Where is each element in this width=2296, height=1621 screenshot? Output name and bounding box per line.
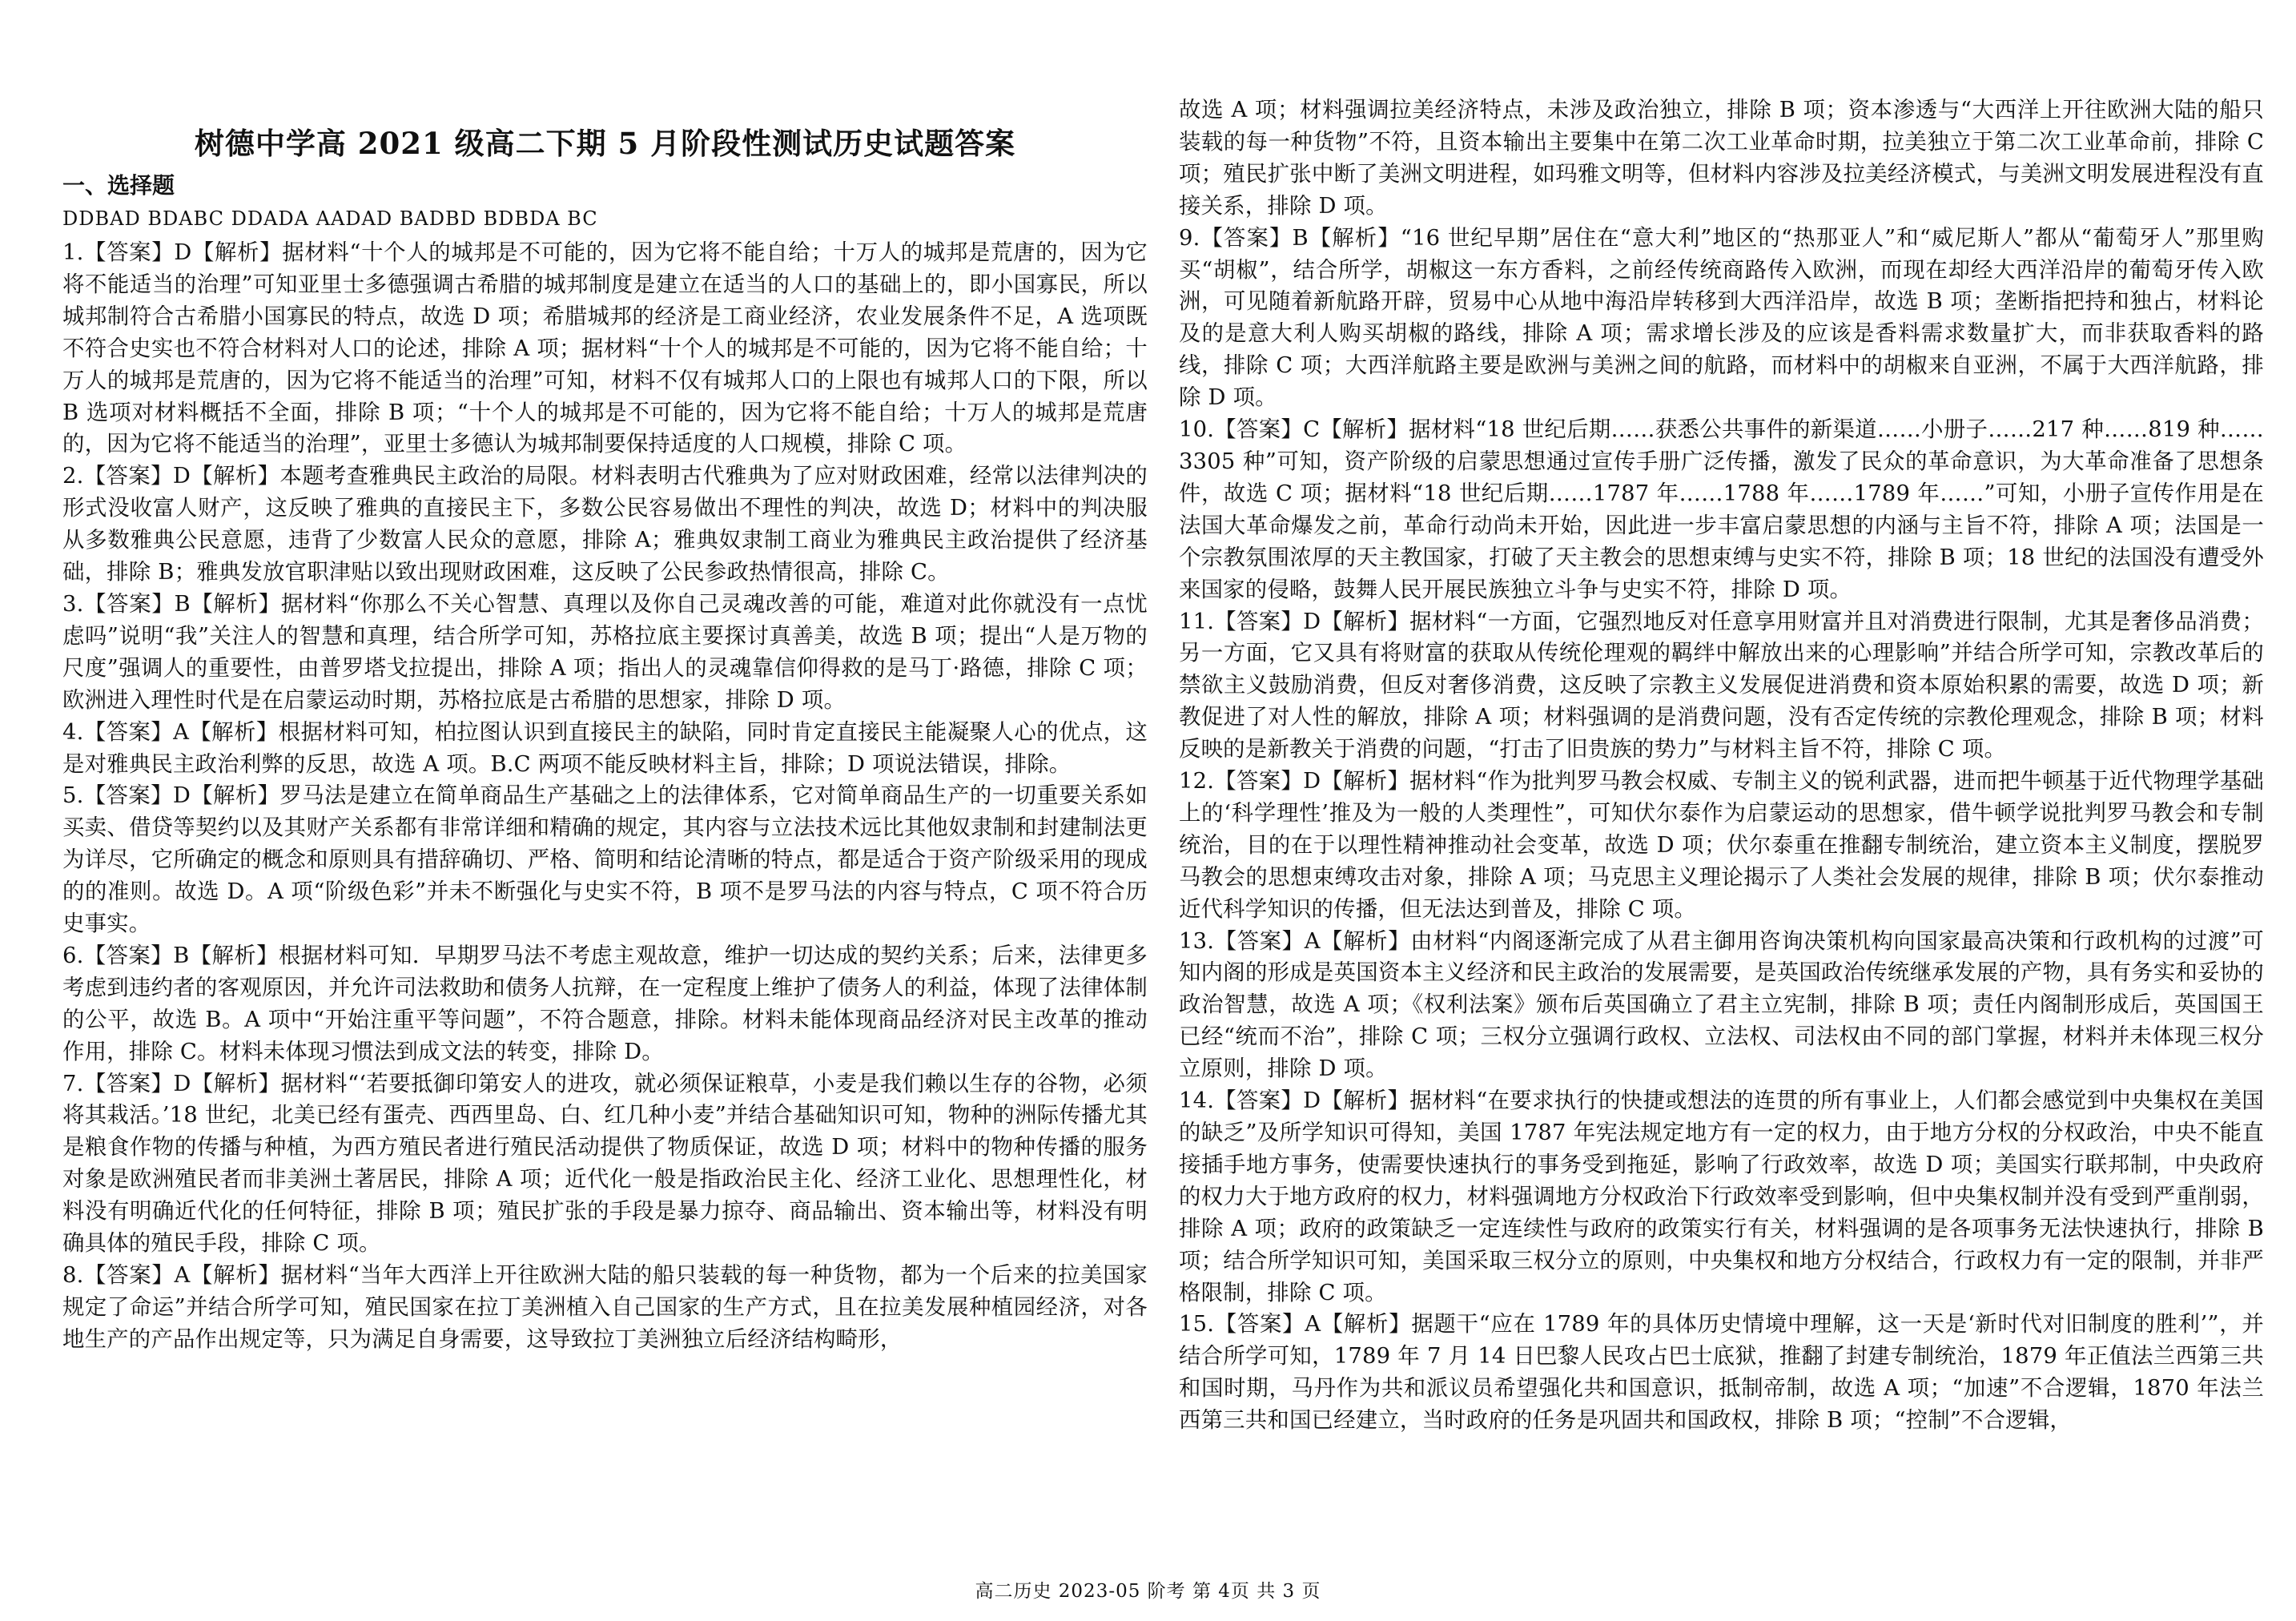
answer-item: 8.【答案】A【解析】据材料“当年大西洋上开往欧洲大陆的船只装载的每一种货物，都为一个后来的拉美国家规定了命运”并结合所学可知，殖民国家在拉丁美洲植入自己国家的生产方式，且在拉美发展种植园经济，对各地生产的产品作出规定等，只为满足自身需要，这导致拉丁美洲独立后经济结构畸形， bbox=[62, 1263, 1148, 1352]
left-column bbox=[62, 120, 1148, 1356]
answer-item: 12.【答案】D【解析】据材料“作为批判罗马教会权威、专制主义的锐利武器，进而把牛顿基于近代物理学基础上的‘科学理性’推及为一般的人类理性”，可知伏尔泰作为启蒙运动的思想家，借牛顿学说批判罗马教会和专制统治，目的在于以理性精神推动社会变革，故选 D 项；伏尔泰重在推翻专制统治，建立资本主义制度，摆脱罗马教会的思想束缚攻击对象，排除 A 项；马克思主义理论揭示了人类社会发展的规律，排除 B 项；伏尔泰推动近代科学知识的传播，但无法达到普及，排除 C 项。 bbox=[1179, 769, 2264, 922]
answer-key-line: DDBAD BDABC DDADA AADAD BADBD BDBDA BC bbox=[62, 207, 598, 230]
page-footer: 高二历史 2023-05 阶考 第 4页 共 3 页 bbox=[975, 1581, 1321, 1602]
answer-item: 3.【答案】B【解析】据材料“你那么不关心智慧、真理以及你自己灵魂改善的可能，难道对此你就没有一点忧虑吗”说明“我”关注人的智慧和真理，结合所学可知，苏格拉底主要探讨真善美，故选 B 项；提出“人是万物的尺度”强调人的重要性，由普罗塔戈拉提出，排除 A 项；指出人的灵魂靠信仰得救的是马丁·路德，排除 C 项；欧洲进入理性时代是在启蒙运动时期，苏格拉底是古希腊的思想家，排除 D 项。 bbox=[62, 591, 1148, 713]
answer-item: 7.【答案】D【解析】据材料“‘若要抵御印第安人的进攻，就必须保证粮草，小麦是我们赖以生存的谷物，必须将其栽活。’18 世纪，北美已经有蛋壳、西西里岛、白、红几种小麦”并结合基础知识可知，物种的洲际传播尤其是粮食作物的传播与种植，为西方殖民者进行殖民活动提供了物质保证，故选 D 项；材料中的物种传播的服务对象是欧洲殖民者而非美洲土著居民，排除 A 项；近代化一般是指政治民主化、经济工业化、思想理性化，材料没有明确近代化的任何特征，排除 B 项；殖民扩张的手段是暴力掠夺、商品输出、资本输出等，材料没有明确具体的殖民手段，排除 C 项。 bbox=[62, 1071, 1148, 1257]
right-column bbox=[1179, 95, 2264, 1437]
answer-item: 2.【答案】D【解析】本题考查雅典民主政治的局限。材料表明古代雅典为了应对财政困难，经常以法律判决的形式没收富人财产，这反映了雅典的直接民主下，多数公民容易做出不理性的判决，故选 D；材料中的判决服从多数雅典公民意愿，违背了少数富人民众的意愿，排除 A；雅典奴隶制工商业为雅典民主政治提供了经济基础，排除 B；雅典发放官职津贴以致出现财政困难，这反映了公民参政热情很高，排除 C。 bbox=[62, 464, 1148, 585]
answer-item: 15.【答案】A【解析】据题干“应在 1789 年的具体历史情境中理解，这一天是‘新时代对旧制度的胜利’”，并结合所学可知，1789 年 7 月 14 日巴黎人民攻占巴士底狱，推翻了封建专制统治，1879 年正值法兰西第三共和国时期，马丹作为共和派议员希望强化共和国意识，抵制帝制，故选 A 项；“加速”不合逻辑，1870 年法兰西第三共和国已经建立，当时政府的任务是巩固共和国政权，排除 B 项；“控制”不合逻辑， bbox=[1179, 1312, 2264, 1434]
page-title: 树德中学高 2021 级高二下期 5 月阶段性测试历史试题答案 bbox=[194, 126, 1016, 161]
answer-item: 10.【答案】C【解析】据材料“18 世纪后期……获悉公共事件的新渠道……小册子……217 种……819 种……3305 种”可知，资产阶级的启蒙思想通过宣传手册广泛传播，激发了民众的革命意识，为大革命准备了思想条件，故选 C 项；据材料“18 世纪后期……1787 年……1788 年……1789 年……”可知，小册子宣传作用是在法国大革命爆发之前，革命行动尚未开始，因此进一步丰富启蒙思想的内涵与主旨不符，排除 A 项；法国是一个宗教氛围浓厚的天主教国家，打破了天主教会的思想束缚与史实不符，排除 B 项；18 世纪的法国没有遭受外来国家的侵略，鼓舞人民开展民族独立斗争与史实不符，排除 D 项。 bbox=[1179, 417, 2264, 602]
answer-item: 13.【答案】A【解析】由材料“内阁逐渐完成了从君主御用咨询决策机构向国家最高决策和行政机构的过渡”可知内阁的形成是英国资本主义经济和民主政治的发展需要，是英国政治传统继承发展的产物，具有务实和妥协的政治智慧，故选 A 项；《权利法案》颁布后英国确立了君主立宪制，排除 B 项；责任内阁制形成后，英国国王已经“统而不治”，排除 C 项；三权分立强调行政权、立法权、司法权由不同的部门掌握，材料并未体现三权分立原则，排除 D 项。 bbox=[1179, 928, 2264, 1082]
answer-item: 5.【答案】D【解析】罗马法是建立在简单商品生产基础之上的法律体系，它对简单商品生产的一切重要关系如买卖、借贷等契约以及其财产关系都有非常详细和精确的规定，其内容与立法技术远比其他奴隶制和封建制法更为详尽，它所确定的概念和原则具有措辞确切、严格、简明和结论清晰的特点，都是适合于资产阶级采用的现成的的准则。故选 D。A 项“阶级色彩”并未不断强化与史实不符，B 项不是罗马法的内容与特点，C 项不符合历史事实。 bbox=[62, 783, 1148, 937]
answer-item: 14.【答案】D【解析】据材料“在要求执行的快捷或想法的连贯的所有事业上，人们都会感觉到中央集权在美国的缺乏”及所学知识可得知，美国 1787 年宪法规定地方有一定的权力，由于地方分权的分权政治，中央不能直接插手地方事务，使需要快速执行的事务受到拖延，影响了行政效率，故选 D 项；美国实行联邦制，中央政府的权力大于地方政府的权力，材料强调地方分权政治下行政效率受到影响，但中央集权制并没有受到严重削弱，排除 A 项；政府的政策缺乏一定连续性与政府的政策实行有关，材料强调的是各项事务无法快速执行，排除 B 项；结合所学知识可知，美国采取三权分立的原则，中央集权和地方分权结合，行政权力有一定的限制，并非严格限制，排除 C 项。 bbox=[1179, 1088, 2264, 1305]
section-heading: 一、选择题 bbox=[62, 172, 175, 199]
answer-item: 6.【答案】B【解析】根据材料可知．早期罗马法不考虑主观故意，维护一切达成的契约关系；后来，法律更多考虑到违约者的客观原因，并允许司法救助和债务人抗辩，在一定程度上维护了债务人的利益，体现了法律体制的公平，故选 B。A 项中“开始注重平等问题”，不符合题意，排除。材料未能体现商品经济对民主改革的推动作用，排除 C。材料未体现习惯法到成文法的转变，排除 D。 bbox=[62, 943, 1148, 1064]
answer-item: 4.【答案】A【解析】根据材料可知，柏拉图认识到直接民主的缺陷，同时肯定直接民主能凝聚人心的优点，这是对雅典民主政治利弊的反思，故选 A 项。B.C 两项不能反映材料主旨，排除；D 项说法错误，排除。 bbox=[62, 719, 1148, 777]
answer-item: 1.【答案】D【解析】据材料“十个人的城邦是不可能的，因为它将不能自给；十万人的城邦是荒唐的，因为它将不能适当的治理”可知亚里士多德强调古希腊的城邦制度是建立在适当的人口的基础上的，即小国寡民，所以城邦制符合古希腊小国寡民的特点，故选 D 项；希腊城邦的经济是工商业经济，农业发展条件不足，A 选项既不符合史实也不符合材料对人口的论述，排除 A 项；据材料“十个人的城邦是不可能的，因为它将不能自给；十万人的城邦是荒唐的，因为它将不能适当的治理”可知，材料不仅有城邦人口的上限也有城邦人口的下限，所以 B 选项对材料概括不全面，排除 B 项；“十个人的城邦是不可能的，因为它将不能自给；十万人的城邦是荒唐的，因为它将不能适当的治理”，亚里士多德认为城邦制要保持适度的人口规模，排除 C 项。 bbox=[62, 240, 1148, 457]
answer-item: 11.【答案】D【解析】据材料“一方面，它强烈地反对任意享用财富并且对消费进行限制，尤其是奢侈品消费；另一方面，它又具有将财富的获取从传统伦理观的羁绊中解放出来的心理影响”并结合所学可知，宗教改革后的禁欲主义鼓励消费，但反对奢侈消费，这反映了宗教主义发展促进消费和资本原始积累的需要，故选 D 项；新教促进了对人性的解放，排除 A 项；材料强调的是消费问题，没有否定传统的宗教伦理观念，排除 B 项；材料反映的是新教关于消费的问题，“打击了旧贵族的势力”与材料主旨不符，排除 C 项。 bbox=[1179, 609, 2264, 762]
answer-item: 9.【答案】B【解析】“16 世纪早期”居住在“意大利”地区的“热那亚人”和“威尼斯人”都从“葡萄牙人”那里购买“胡椒”，结合所学，胡椒这一东方香料，之前经传统商路传入欧洲，而现在却经大西洋沿岸的葡萄牙传入欧洲，可见随着新航路开辟，贸易中心从地中海沿岸转移到大西洋沿岸，故选 B 项；垄断指把持和独占，材料论及的是意大利人购买胡椒的路线，排除 A 项；需求增长涉及的应该是香料需求数量扩大，而非获取香料的路线，排除 C 项；大西洋航路主要是欧洲与美洲之间的航路，而材料中的胡椒来自亚洲，不属于大西洋航路，排除 D 项。 bbox=[1179, 225, 2264, 411]
answer-item-continued: 故选 A 项；材料强调拉美经济特点，未涉及政治独立，排除 B 项；资本渗透与“大西洋上开往欧洲大陆的船只装载的每一种货物”不符，且资本输出主要集中在第二次工业革命时期，拉美独立于第二次工业革命前，排除 C 项；殖民扩张中断了美洲文明进程，如玛雅文明等，但材料内容涉及拉美经济模式，与美洲文明发展进程没有直接关系，排除 D 项。 bbox=[1179, 98, 2264, 219]
